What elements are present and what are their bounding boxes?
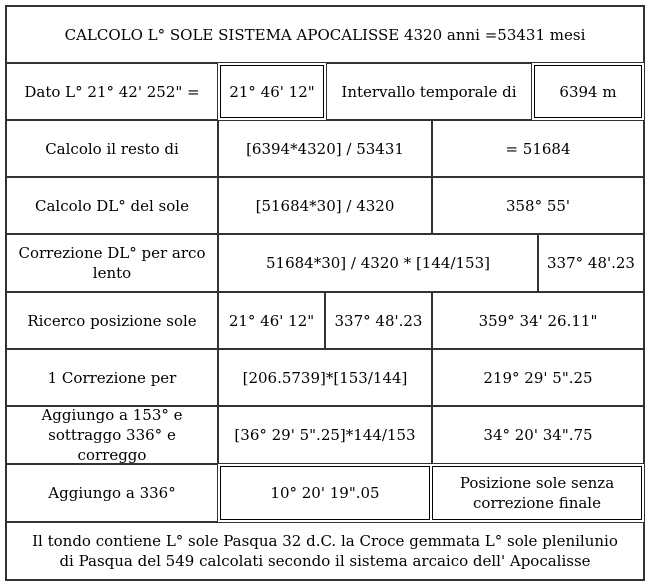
- row-6-formula: [218, 349, 432, 406]
- row-7-formula: [218, 406, 432, 464]
- row-7-label-text: Aggiungo a 153° e sottraggo 336° e correggo: [41, 406, 183, 464]
- row-3-formula: [218, 177, 432, 234]
- row-8-boxed-value-text: 10° 20' 19".05: [270, 484, 380, 502]
- row-1-middle-text: Intervallo temporale di: [341, 82, 517, 101]
- row-1-boxed-value-2: [534, 65, 642, 118]
- row-6-formula-text: [206.5739]*[153/144]: [242, 368, 408, 387]
- row-6-label-text: 1 Correzione per: [47, 368, 177, 387]
- row-2-result: [432, 120, 644, 177]
- footer-note: [6, 522, 644, 580]
- row-4-formula: [218, 234, 538, 292]
- row-2-formula: [218, 120, 432, 177]
- sheet-title: [6, 6, 644, 63]
- row-7-result: [432, 406, 644, 464]
- row-5-value-b-text: 337° 48'.23: [334, 311, 423, 330]
- row-4-result: [538, 234, 644, 292]
- sheet-title-text: CALCOLO L° SOLE SISTEMA APOCALISSE 4320 anni =53431 mesi: [64, 25, 586, 44]
- row-5-label-text: Ricerco posizione sole: [27, 311, 197, 330]
- row-5-result-text: 359° 34' 26.11": [478, 311, 598, 330]
- row-3-result-text: 358° 55': [505, 196, 571, 215]
- row-4-label-text: Correzione DL° per arco lento: [18, 244, 206, 282]
- row-1-boxed-value: [220, 65, 324, 118]
- row-4-formula-text: 51684*30] / 4320 * [144/153]: [266, 254, 490, 272]
- row-3-result: [432, 177, 644, 234]
- row-1-box-cell: [218, 63, 326, 120]
- row-1-middle: [326, 63, 532, 120]
- row-8-label-text: Aggiungo a 336°: [48, 484, 176, 502]
- row-6-label: [6, 349, 218, 406]
- row-1-boxed-value-text: 21° 46' 12": [229, 82, 315, 101]
- row-8-box-cell: [218, 464, 432, 522]
- row-6-result: [432, 349, 644, 406]
- row-1-boxed-value-2-text: 6394 m: [559, 82, 617, 101]
- row-8-note-cell: [432, 464, 644, 522]
- row-3-label: [6, 177, 218, 234]
- row-8-boxed-note-text: Posizione sole senza correzione finale: [459, 474, 615, 512]
- row-7-result-text: 34° 20' 34".75: [483, 426, 593, 444]
- row-7-formula-text: [36° 29' 5".25]*144/153: [234, 426, 416, 444]
- row-1-box-cell-2: [532, 63, 644, 120]
- row-8-boxed-note: [432, 466, 642, 520]
- row-1-label: [6, 63, 218, 120]
- row-8-boxed-value: [220, 466, 430, 520]
- row-6-result-text: 219° 29' 5".25: [483, 368, 593, 387]
- row-7-label: [6, 406, 218, 464]
- row-5-label: [6, 292, 218, 349]
- row-5-result: [432, 292, 644, 349]
- row-2-result-text: = 51684: [505, 139, 571, 158]
- row-3-label-text: Calcolo DL° del sole: [35, 196, 189, 215]
- row-2-label: [6, 120, 218, 177]
- row-4-result-text: 337° 48'.23: [547, 254, 635, 272]
- row-8-label: [6, 464, 218, 522]
- row-2-label-text: Calcolo il resto di: [45, 139, 179, 158]
- row-3-formula-text: [51684*30] / 4320: [255, 196, 395, 215]
- row-1-label-text: Dato L° 21° 42' 252" =: [24, 82, 200, 101]
- row-5-value-a: [218, 292, 325, 349]
- row-5-value-b: [325, 292, 432, 349]
- row-4-label: [6, 234, 218, 292]
- row-2-formula-text: [6394*4320] / 53431: [246, 139, 404, 158]
- footer-note-text: Il tondo contiene L° sole Pasqua 32 d.C. la Croce gemmata L° sole plenilunio di Pasqua del 549 calcolati secondo il sistema arcaico dell' Apocalisse: [32, 532, 618, 570]
- row-5-value-a-text: 21° 46' 12": [228, 311, 315, 330]
